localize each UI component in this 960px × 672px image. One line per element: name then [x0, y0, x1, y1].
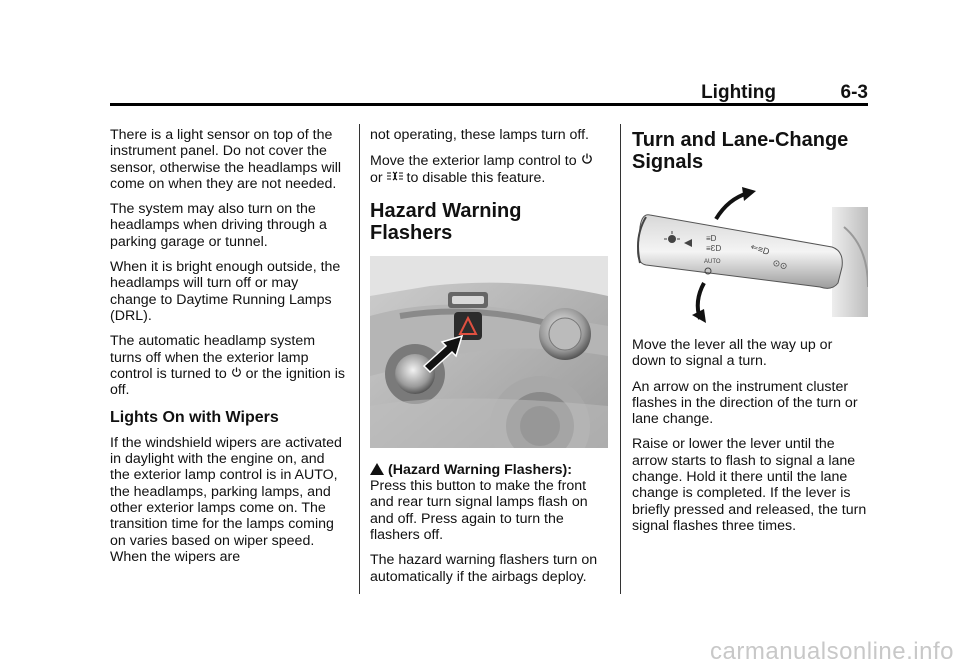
section-heading: Lights On with Wipers: [110, 409, 279, 427]
column-2: [370, 127, 608, 594]
svg-text:⇐≡D: ⇐≡D: [749, 241, 771, 257]
column-3: [632, 127, 868, 543]
paragraph: The automatic headlamp system turns off when the exterior lamp control is turned to or the ignition is off.: [110, 333, 345, 399]
svg-text:≡D: ≡D: [706, 234, 717, 243]
svg-text:≡ƐD: ≡ƐD: [706, 244, 722, 253]
section-heading: Hazard Warning Flashers: [370, 199, 522, 244]
watermark: carmanualsonline.info: [710, 638, 954, 665]
section-title: Lighting: [701, 82, 776, 103]
power-off-icon: [231, 366, 242, 378]
hazard-button-photo: [370, 256, 608, 448]
parking-lamp-icon: [387, 170, 403, 182]
column-divider-2: [620, 124, 621, 594]
page-number: 6-3: [840, 82, 868, 103]
hazard-triangle-icon: [370, 463, 384, 475]
turn-signal-lever-illustration: [632, 187, 868, 327]
section-heading: Turn and Lane-Change Signals: [632, 129, 849, 173]
lever-auto-label: AUTO: [704, 259, 721, 265]
paragraph: The system may also turn on the headlamps when driving through a parking garage or tunnel.: [110, 201, 327, 250]
paragraph: When it is bright enough outside, the headlamps will turn off or may change to Daytime Running Lamps (DRL).: [110, 259, 341, 324]
paragraph: If the windshield wipers are activated in daylight with the engine on, and the exterior lamp control is in AUTO, the headlamps, parking lamps, and other exterior lamps come on. The transition time for the lamps coming on varies based on wiper speed. When the wipers are: [110, 434, 342, 565]
power-off-icon: [581, 152, 593, 165]
svg-text:⊙⊙: ⊙⊙: [771, 257, 789, 272]
paragraph: An arrow on the instrument cluster flashes in the direction of the turn or lane change.: [632, 378, 858, 428]
paragraph: (Hazard Warning Flashers): Press this button to make the front and rear turn signal lamps flash on and off. Press again to turn the flashers off.: [370, 461, 588, 544]
header-rule: [110, 103, 868, 106]
column-1: [110, 127, 346, 574]
column-divider-1: [359, 124, 360, 594]
paragraph: Move the exterior lamp control to or to disable this feature.: [370, 152, 608, 186]
paragraph: There is a light sensor on top of the instrument panel. Do not cover the sensor, otherwise the headlamps will come on when they are not needed.: [110, 127, 342, 192]
running-header: [110, 82, 868, 102]
paragraph: The hazard warning flashers turn on automatically if the airbags deploy.: [370, 552, 598, 585]
paragraph: Move the lever all the way up or down to signal a turn.: [632, 337, 833, 370]
paragraph: not operating, these lamps turn off.: [370, 127, 589, 143]
paragraph: Raise or lower the lever until the arrow starts to flash to signal a lane change. Hold it there until the lane change is completed. If the lever is briefly pressed and released, the turn signal flashes three times.: [632, 436, 867, 534]
